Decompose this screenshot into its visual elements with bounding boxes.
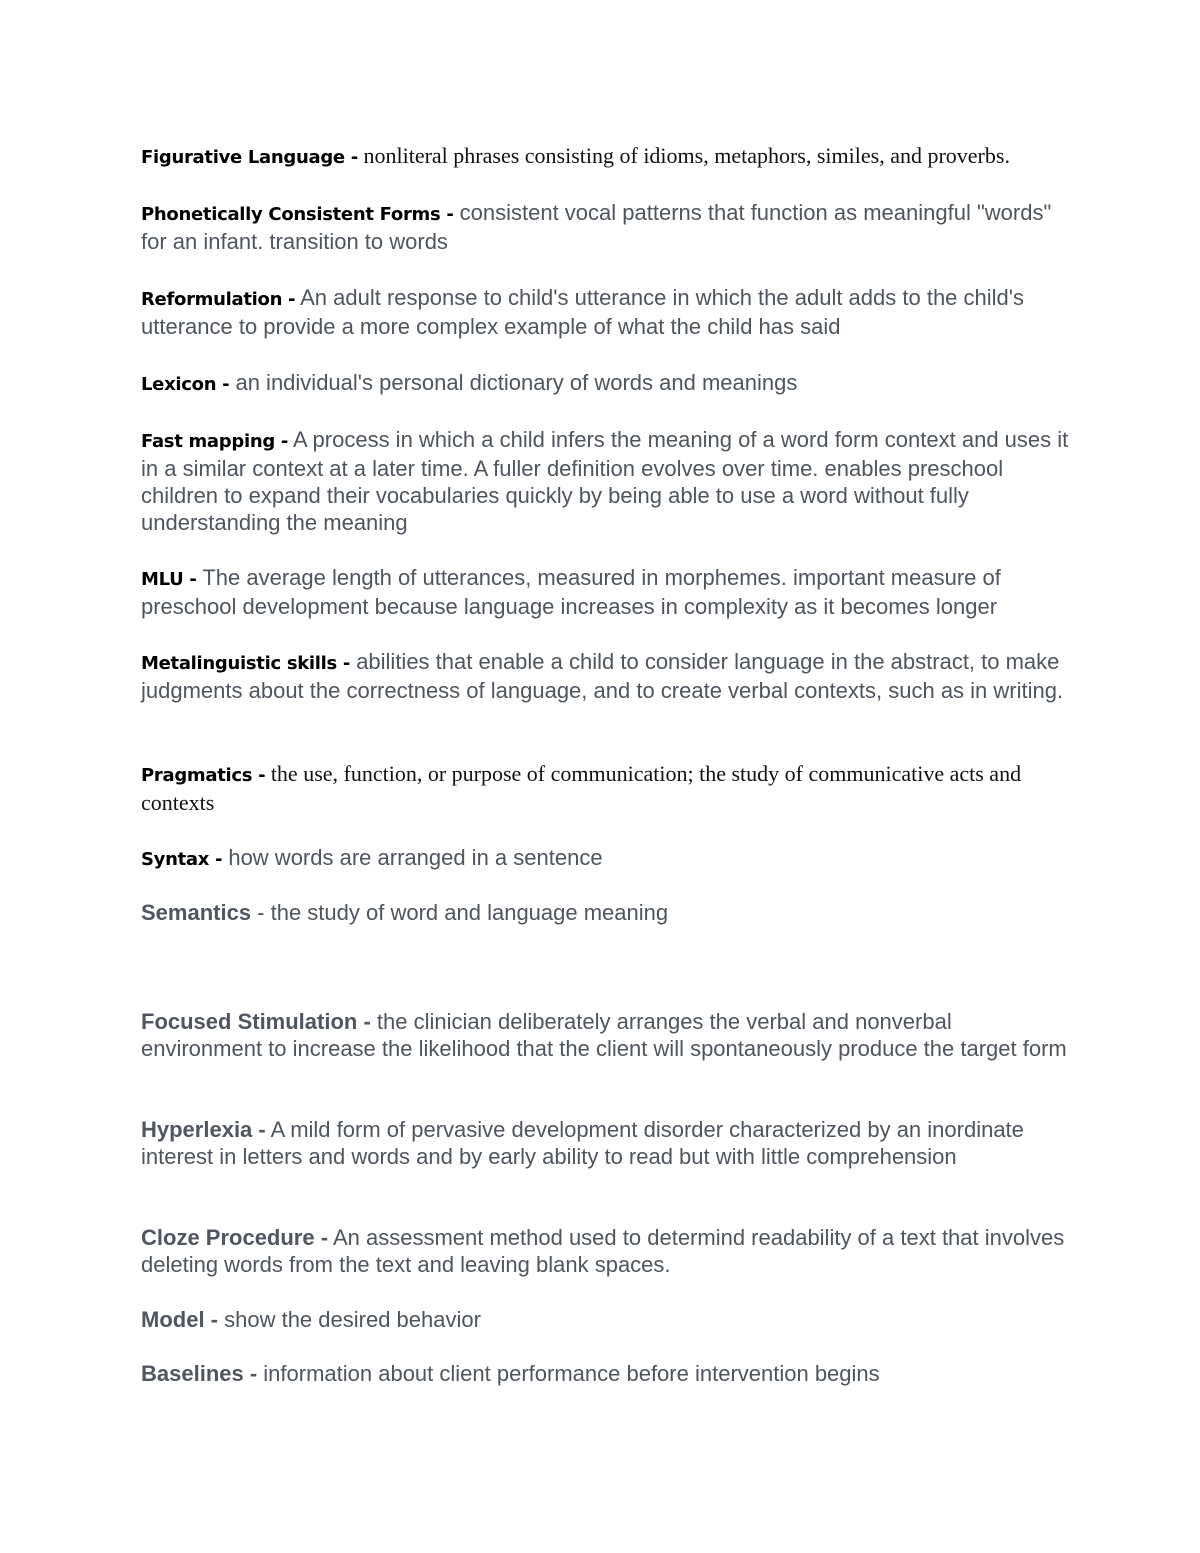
- entry-focused-stimulation: [141, 1008, 1071, 1062]
- entry-mlu: [141, 564, 1071, 620]
- entry-syntax: [141, 844, 1071, 873]
- term: Figurative Language -: [141, 147, 358, 168]
- term: Semantics: [141, 900, 252, 925]
- definition: - the study of word and language meaning: [251, 900, 669, 925]
- term: Model -: [141, 1307, 218, 1332]
- entry-phonetically-consistent-forms: [141, 199, 1071, 255]
- term: Phonetically Consistent Forms -: [141, 204, 454, 225]
- term: Hyperlexia -: [141, 1117, 266, 1142]
- term: Reformulation -: [141, 289, 296, 310]
- term: Metalinguistic skills -: [141, 653, 351, 674]
- entry-cloze-procedure: [141, 1224, 1071, 1278]
- term: Focused Stimulation -: [141, 1009, 371, 1034]
- definition: the clinician deliberately arranges the verbal and nonverbal environment to increase the likelihood that the client will spontaneously produce the target form: [141, 1009, 1067, 1061]
- definition: A mild form of pervasive development disorder characterized by an inordinate interest in letters and words and by early ability to read but with little comprehension: [141, 1117, 1024, 1169]
- term: Pragmatics -: [141, 765, 266, 786]
- entry-hyperlexia: [141, 1116, 1071, 1170]
- entry-metalinguistic-skills: [141, 648, 1071, 704]
- entry-model: [141, 1306, 1071, 1333]
- definition: An adult response to child's utterance in which the adult adds to the child's utterance to provide a more complex example of what the child has said: [141, 285, 1024, 339]
- entry-baselines: [141, 1360, 1071, 1387]
- term: Cloze Procedure -: [141, 1225, 329, 1250]
- term: MLU -: [141, 569, 197, 590]
- definition: how words are arranged in a sentence: [222, 845, 603, 870]
- definition: A process in which a child infers the meaning of a word form context and uses it in a similar context at a later time. A fuller definition evolves over time. enables preschool children to expand their vocabularies quickly by being able to use a word without fully understanding the meaning: [141, 427, 1069, 535]
- term: Lexicon -: [141, 374, 230, 395]
- entry-fast-mapping: [141, 426, 1071, 536]
- entry-figurative-language: [141, 142, 1071, 171]
- definition: the use, function, or purpose of communication; the study of communicative acts and contexts: [141, 761, 1022, 815]
- entry-semantics: [141, 899, 1071, 926]
- entry-pragmatics: [141, 760, 1071, 816]
- entry-lexicon: [141, 369, 1071, 398]
- entry-reformulation: [141, 284, 1071, 340]
- term: Baselines -: [141, 1361, 258, 1386]
- definition: The average length of utterances, measured in morphemes. important measure of preschool development because language increases in complexity as it becomes longer: [141, 565, 1001, 619]
- definition: abilities that enable a child to consider language in the abstract, to make judgments about the correctness of language, and to create verbal contexts, such as in writing.: [141, 649, 1064, 703]
- definition: an individual's personal dictionary of words and meanings: [229, 370, 798, 395]
- definition: show the desired behavior: [218, 1307, 481, 1332]
- definition: An assessment method used to determind readability of a text that involves deleting words from the text and leaving blank spaces.: [141, 1225, 1065, 1277]
- term: Syntax -: [141, 849, 223, 870]
- definition: information about client performance before intervention begins: [257, 1361, 880, 1386]
- definition: nonliteral phrases consisting of idioms, metaphors, similes, and proverbs.: [357, 143, 1010, 168]
- term: Fast mapping -: [141, 431, 289, 452]
- definition: consistent vocal patterns that function as meaningful "words" for an infant. transition to words: [141, 200, 1052, 254]
